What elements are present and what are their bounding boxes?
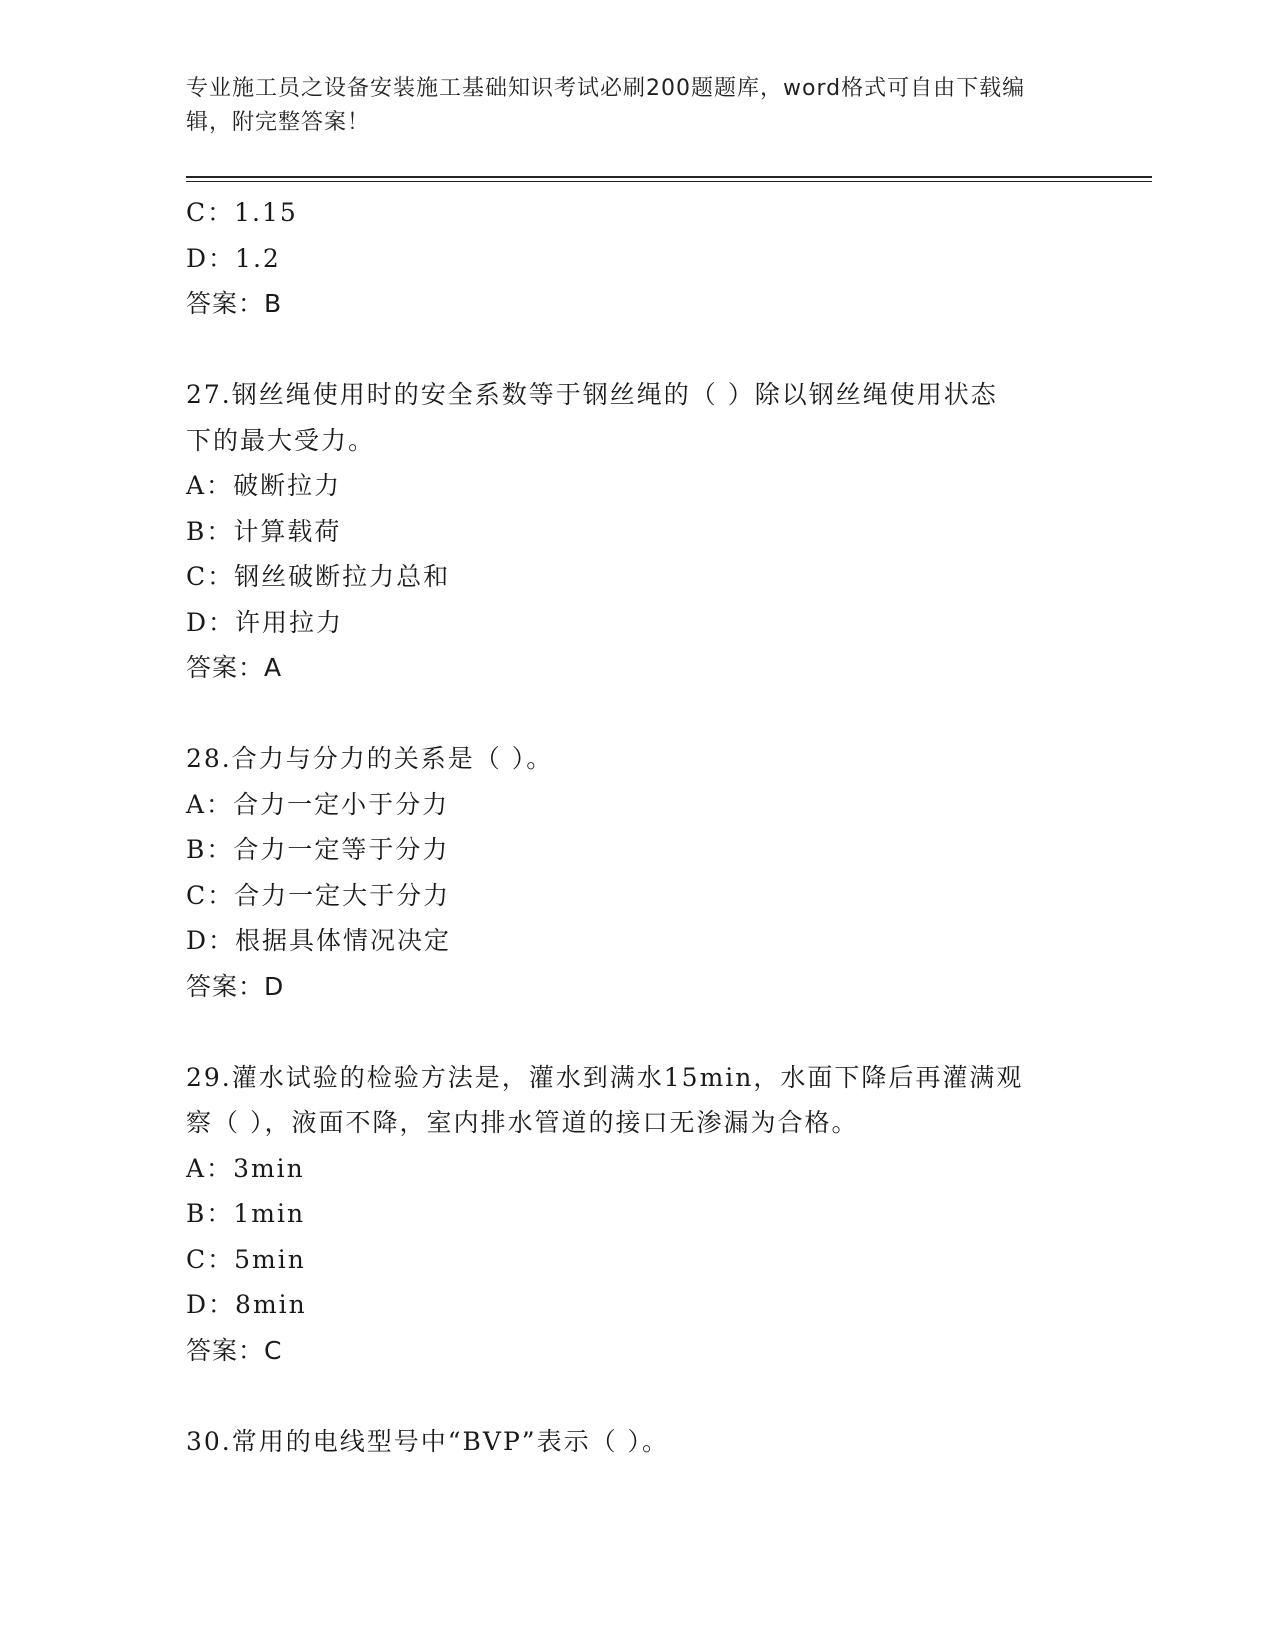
option-a: A：合力一定小于分力 bbox=[186, 789, 450, 819]
question-27 bbox=[186, 372, 1086, 691]
answer-line: 答案：B bbox=[186, 289, 283, 318]
option-d: D：8min bbox=[186, 1290, 307, 1319]
question-text-cont: 下的最大受力。 bbox=[186, 425, 376, 455]
option-c: C：5min bbox=[186, 1244, 306, 1274]
option-b: B：合力一定等于分力 bbox=[186, 835, 450, 864]
question-text: 27.钢丝绳使用时的安全系数等于钢丝绳的（ ）除以钢丝绳使用状态 bbox=[186, 380, 998, 409]
question-28 bbox=[186, 736, 1086, 1009]
option-c: C：钢丝破断拉力总和 bbox=[186, 562, 451, 591]
question-30 bbox=[186, 1419, 1086, 1465]
option-d: D：许用拉力 bbox=[186, 607, 344, 637]
option-a: A：3min bbox=[186, 1153, 305, 1183]
header-divider-thin bbox=[186, 181, 1152, 182]
document-header bbox=[186, 72, 1066, 140]
answer-line: 答案：C bbox=[186, 1335, 283, 1365]
question-list bbox=[186, 190, 1086, 1464]
answer-line: 答案：D bbox=[186, 971, 285, 1001]
option-d: D：1.2 bbox=[186, 243, 281, 273]
option-a: A：破断拉力 bbox=[186, 471, 342, 500]
question-text: 30.常用的电线型号中“BVP”表示（ ）。 bbox=[186, 1426, 670, 1456]
option-c: C：合力一定大于分力 bbox=[186, 880, 451, 910]
option-c: C：1.15 bbox=[186, 198, 298, 227]
question-text-cont: 察（ ），液面不降，室内排水管道的接口无渗漏为合格。 bbox=[186, 1108, 859, 1137]
question-text: 28.合力与分力的关系是（ ）。 bbox=[186, 744, 554, 773]
header-title: 专业施工员之设备安装施工基础知识考试必刷200题题库，word格式可自由下载编辑，附完整答案！ bbox=[186, 76, 1026, 135]
question-29 bbox=[186, 1055, 1086, 1374]
header-divider bbox=[186, 176, 1152, 178]
option-b: B：计算载荷 bbox=[186, 516, 342, 546]
option-d: D：根据具体情况决定 bbox=[186, 926, 452, 955]
question-text: 29.灌水试验的检验方法是，灌水到满水15min，水面下降后再灌满观 bbox=[186, 1062, 1024, 1092]
option-b: B：1min bbox=[186, 1199, 306, 1228]
answer-line: 答案：A bbox=[186, 653, 283, 682]
